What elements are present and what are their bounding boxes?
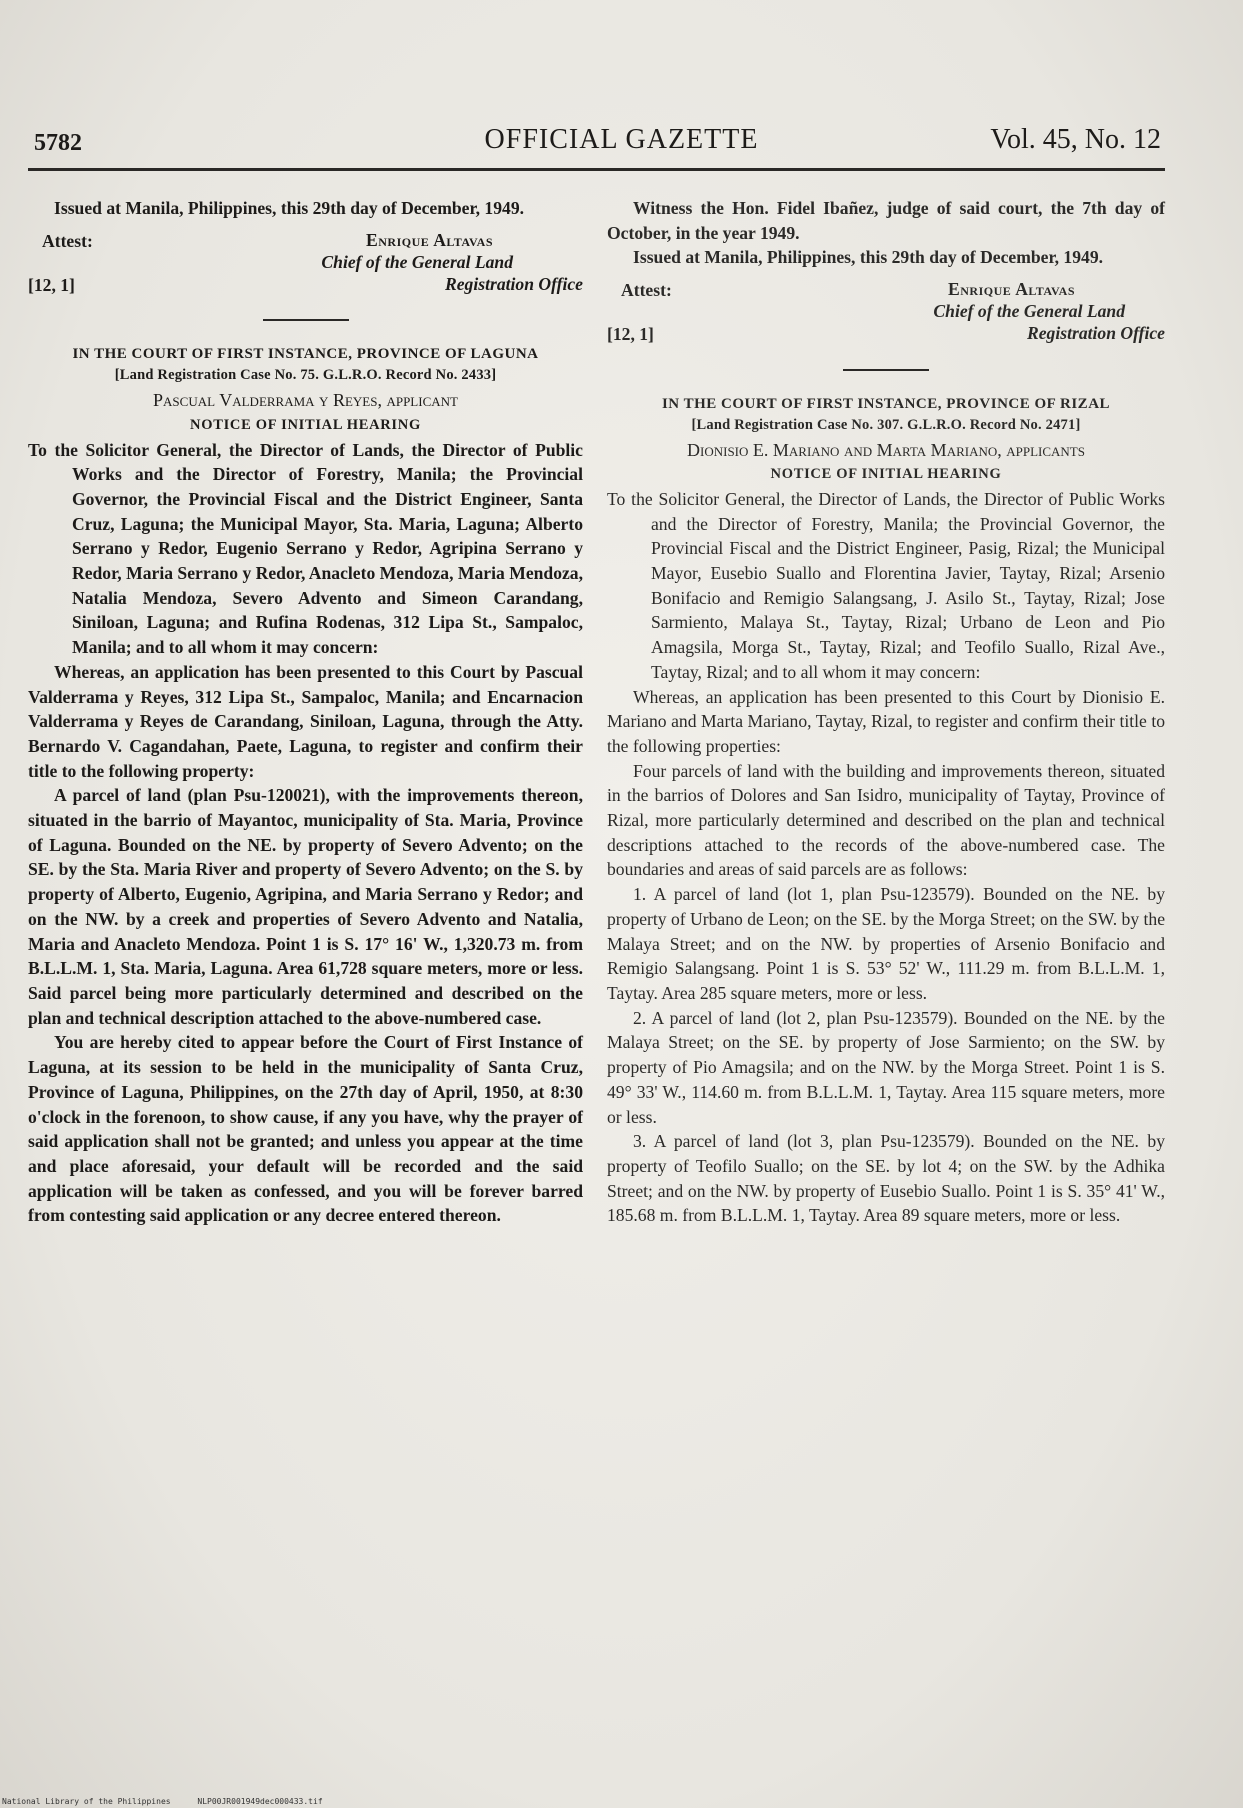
issue-reference: [12, 1] xyxy=(28,274,75,295)
attest-label: Attest: xyxy=(42,230,93,251)
lot-1-paragraph: 1. A parcel of land (lot 1, plan Psu-123579). Bounded on the NE. by property of Urbano de Leon; on the SE. by the Morga Street; on the SW. by the Malaya Street; and on the NW. by properties of Arsenio Bonifacio and Remigio Salangsang. Point 1 is S. 53° 52' W., 111.29 m. from B.L.L.M. 1, Taytay. Area 285 square meters, more or less. xyxy=(607,884,1166,1003)
citation-paragraph: You are hereby cited to appear before the Court of First Instance of Laguna, at its session to be held in the municipality of Santa Cruz, Province of Laguna, Philippines, on the 27th day of April, 1950, at 8:30 o'clock in the forenoon, to show cause, if any you have, why the prayer of said application shall not be granted; and unless you appear at the time and place aforesaid, your default will be recorded and the said application will be taken as confessed, and you will be forever barred from contesting said application or any decree entered thereon. xyxy=(28,1032,583,1226)
section-divider xyxy=(843,369,929,371)
issued-line: Issued at Manila, Philippines, this 29th day of December, 1949. xyxy=(633,247,1104,268)
case-reference: [Land Registration Case No. 75. G.L.R.O. Record No. 2433] xyxy=(114,367,497,384)
signature-block xyxy=(321,229,583,295)
notice-heading: NOTICE OF INITIAL HEARING xyxy=(190,416,421,433)
publication-title: OFFICIAL GAZETTE xyxy=(484,124,759,155)
page-header xyxy=(0,120,1243,160)
court-heading: IN THE COURT OF FIRST INSTANCE, PROVINCE OF LAGUNA xyxy=(72,346,539,363)
addressees: To the Solicitor General, the Director of Lands, the Director of Public Works and the Director of Forestry, Manila; the Provincial Governor, the Provincial Fiscal and the District Engineer, Pasig, Rizal; the Municipal Mayor, Eusebio Suallo and Florentina Javier, Taytay, Rizal; Arsenio Bonifacio and Remigio Salangsang, J. Asilo St., Taytay, Rizal; Jose Sarmiento, Malaya St., Taytay, Rizal; Urbano de Leon and Pio Amagsila, Morga St., Taytay, Rizal; and Teofilo Suallo, Rizal Ave., Taytay, Rizal; and to all whom it may concern: xyxy=(607,488,1165,682)
signer-title-line2: Registration Office xyxy=(1027,323,1165,344)
signature-block xyxy=(933,278,1165,344)
scan-footer xyxy=(2,1797,345,1806)
signer-name: Enrique Altavas xyxy=(948,279,1075,300)
lot-2-paragraph: 2. A parcel of land (lot 2, plan Psu-123579). Bounded on the NE. by the Malaya Street; on the SE. by property of Jose Sarmiento; on the SW. by property of Pio Amagsila; and on the NW. by the Morga Street. Point 1 is S. 49° 33' W., 114.60 m. from B.L.L.M. 1, Taytay. Area 115 square meters, more or less. xyxy=(607,1007,1165,1127)
left-column xyxy=(28,196,583,1228)
page-number: 5782 xyxy=(34,130,82,156)
case-reference: [Land Registration Case No. 307. G.L.R.O. Record No. 2471] xyxy=(691,416,1081,433)
issued-line: Issued at Manila, Philippines, this 29th day of December, 1949. xyxy=(54,198,525,218)
file-name: NLP00JR001949dec000433.tif xyxy=(197,1797,323,1806)
property-paragraph: A parcel of land (plan Psu-120021), with the improvements thereon, situated in the barrio of Mayantoc, municipality of Sta. Maria, Province of Laguna. Bounded on the NE. by property of Severo Advento; on the SE. by the Sta. Maria River and property of Severo Advento; on the S. by property of Alberto, Eugenio, Agripina, and Maria Serrano y Redor; and on the NW. by a creek and properties of Severo Advento and Natalia, Maria and Anacleto Mendoza. Point 1 is S. 17° 16' W., 1,320.73 m. from B.L.L.M. 1, Sta. Maria, Laguna. Area 61,728 square meters, more or less. Said parcel being more particularly determined and described on the plan and technical description attached to the above-numbered case. xyxy=(28,785,583,1028)
right-column xyxy=(607,196,1165,1228)
signer-title-line2: Registration Office xyxy=(445,273,583,294)
attest-label: Attest: xyxy=(621,280,672,301)
library-credit: National Library of the Philippines xyxy=(2,1797,171,1806)
signer-title-line1: Chief of the General Land xyxy=(933,301,1125,322)
application-paragraph: Whereas, an application has been presented to this Court by Dionisio E. Mariano and Marta Mariano, Taytay, Rizal, to register and confirm their title to the following properties: xyxy=(607,686,1165,756)
properties-paragraph: Four parcels of land with the building and improvements thereon, situated in the barrios of Dolores and San Isidro, municipality of Taytay, Province of Rizal, more particularly determined and described on the plan and technical descriptions attached to the records of the above-numbered case. The boundaries and areas of said parcels are as follows: xyxy=(607,760,1165,880)
header-rule xyxy=(28,168,1165,171)
application-paragraph: Whereas, an application has been presented to this Court by Pascual Valderrama y Reyes, 312 Lipa St., Sampaloc, Manila; and Encarnacion Valderrama y Reyes de Carandang, Siniloan, Laguna, through the Atty. Bernardo V. Cagandahan, Paete, Laguna, to register and confirm their title to the following property: xyxy=(28,661,583,781)
court-heading: IN THE COURT OF FIRST INSTANCE, PROVINCE OF RIZAL xyxy=(661,395,1111,412)
issue-reference: [12, 1] xyxy=(607,324,654,345)
addressees: To the Solicitor General, the Director of Lands, the Director of Public Works and the Director of Forestry, Manila; the Provincial Governor, the Provincial Fiscal and the District Engineer, Santa Cruz, Laguna; the Municipal Mayor, Sta. Maria, Laguna; Alberto Serrano y Redor, Eugenio Serrano y Redor, Agripina Serrano y Redor, Maria Serrano y Redor, Anacleto Mendoza, Maria Mendoza, Natalia Mendoza, Severo Advento and Simeon Carandang, Siniloan, Laguna; and Rufina Rodenas, 312 Lipa St., Sampaloc, Manila; and to all whom it may concern: xyxy=(28,439,583,658)
volume-number: Vol. 45, No. 12 xyxy=(990,124,1161,155)
notice-heading: NOTICE OF INITIAL HEARING xyxy=(770,466,1002,483)
applicant-line: Dionisio E. Mariano and Marta Mariano, applicants xyxy=(687,439,1085,460)
witness-line: Witness the Hon. Fidel Ibañez, judge of said court, the 7th day of October, in the year 1949. xyxy=(607,198,1165,243)
section-divider xyxy=(263,319,349,321)
applicant-line: Pascual Valderrama y Reyes, applicant xyxy=(153,390,458,411)
signer-title-line1: Chief of the General Land xyxy=(321,251,513,272)
signer-name: Enrique Altavas xyxy=(366,229,493,250)
lot-3-paragraph: 3. A parcel of land (lot 3, plan Psu-123579). Bounded on the NE. by property of Teofilo Suallo; on the SE. by lot 4; on the SW. by the Adhika Street; and on the NW. by property of Eusebio Suallo. Point 1 is S. 35° 41' W., 185.68 m. from B.L.L.M. 1, Taytay. Area 89 square meters, more or less. xyxy=(607,1131,1165,1226)
